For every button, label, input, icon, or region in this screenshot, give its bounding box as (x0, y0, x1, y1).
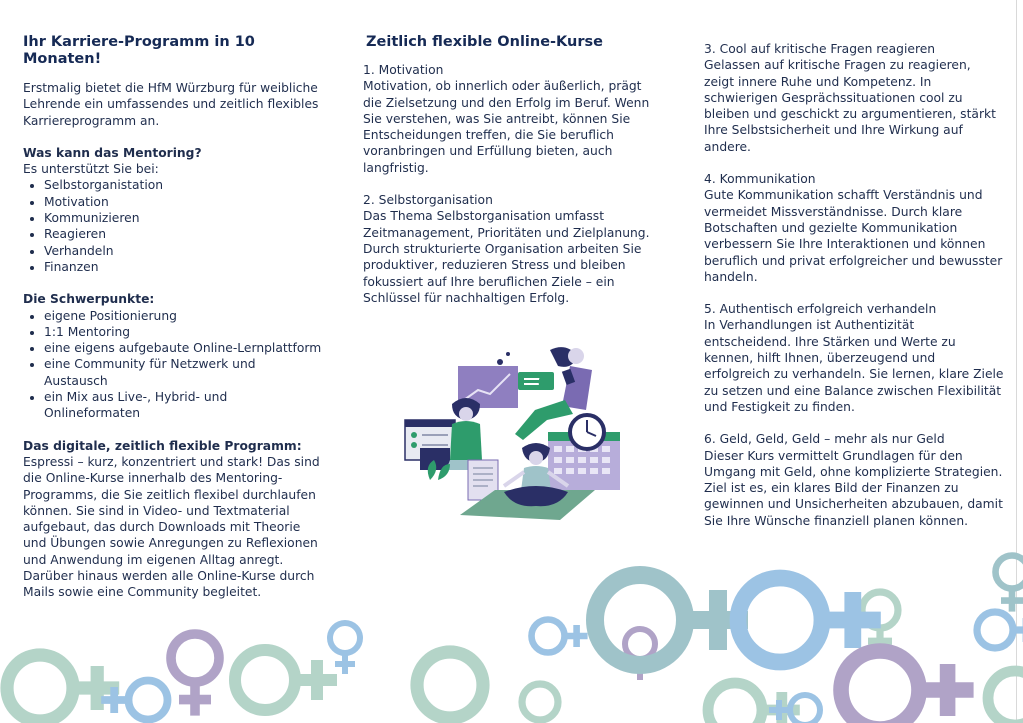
venus-symbol-icon (996, 556, 1023, 612)
venus-symbol-icon (417, 652, 483, 723)
list-item: • Selbstorganistation (44, 177, 323, 193)
list-item: • Finanzen (44, 259, 323, 275)
venus-symbol-icon (522, 684, 558, 723)
list-item: • ein Mix aus Live-, Hybrid- und Onlineformaten (44, 389, 323, 422)
list-item: • Kommunizieren (44, 210, 323, 226)
venus-symbol-icon (235, 650, 337, 710)
digital-heading: Das digitale, zeitlich flexible Programm: (23, 438, 302, 453)
focus-heading: Die Schwerpunkte: (23, 292, 155, 307)
column-program (23, 34, 323, 601)
focus-section (23, 291, 323, 421)
course-heading: 3. Cool auf kritische Fragen reagieren (704, 42, 936, 56)
course-heading: 2. Selbstorganisation (363, 193, 493, 208)
course-text: Dieser Kurs vermittelt Grundlagen für den Umgang mit Geld, ohne komplizierte Strategien. Ziel ist es, ein klares Bild der Finanzen zu gewinnen und Unsicherheiten abzubauen, damit Sie Ihre Wünsche finanziell planen können. (704, 448, 1003, 528)
courses-title: Zeitlich flexible Online-Kurse (366, 34, 603, 50)
course-heading: 1. Motivation (363, 63, 444, 77)
list-item: • eigene Positionierung (44, 308, 323, 324)
venus-symbol-decoration (0, 520, 1023, 723)
venus-symbol-icon (7, 655, 119, 721)
course-text: Gute Kommunikation schafft Verständnis und vermeidet Missverständnisse. Durch klare Botschaften und gezielte Kommunikation verbessern Sie Ihre Interaktionen und können beruflich und privat erfolgreicher und bewusster handeln. (704, 188, 1003, 284)
women-working-online-illustration (400, 340, 630, 530)
focus-list (23, 308, 323, 422)
venus-symbol-icon (171, 634, 219, 716)
list-item: • Reagieren (44, 226, 323, 242)
course-text: Das Thema Selbstorganisation umfasst Zeitmanagement, Prioritäten und Zielplanung. Durch strukturierte Organisation arbeiten Sie produktiver, reduzieren Stress und bleiben fokussiert auf Ihre beruflichen Ziele – ein Schlüssel für nachhaltigen Erfolg. (363, 209, 650, 305)
column-courses (363, 34, 663, 322)
course-6 (704, 431, 1004, 529)
course-3 (704, 41, 1004, 155)
venus-symbol-icon (595, 575, 748, 665)
course-text: Gelassen auf kritische Fragen zu reagieren, zeigt innere Ruhe und Kompetenz. In schwierigen Gesprächssituationen cool zu bleiben und geschickt zu argumentieren, stärkt Ihre Selbstsicherheit und Ihre Wirkung auf andere. (704, 58, 996, 154)
course-heading: 6. Geld, Geld, Geld – mehr als nur Geld (704, 432, 945, 447)
venus-symbol-icon (708, 683, 800, 723)
mentoring-heading: Was kann das Mentoring? (23, 145, 202, 160)
digital-text: Espressi – kurz, konzentriert und stark! Das sind die Online-Kurse innerhalb des Mentoring-Programms, die Sie zeitlich flexibel durchlaufen können. Sie sind in Video- und Textmaterial aufgebaut, das durch Downloads mit Theorie und Übungen sowie Anregungen zu Reflexionen und Anwendung im eigenen Alltag anregt. Darüber hinaus werden alle Online-Kurse durch Mails sowie eine Community begleitet. (23, 454, 320, 600)
list-item: • eine Community für Netzwerk und Austausch (44, 356, 323, 389)
course-1 (363, 62, 663, 176)
list-item: • Motivation (44, 194, 323, 210)
course-2 (363, 192, 663, 306)
course-text: In Verhandlungen ist Authentizität entscheidend. Ihre Stärken und Werte zu kennen, hilft Ihnen, überzeugend und erfolgreich zu verhandeln. Sie lernen, klare Ziele zu setzen und eine Balance zwischen Flexibilität und Festigkeit zu finden. (704, 318, 1004, 414)
course-heading: 5. Authentisch erfolgreich verhandeln (704, 302, 937, 317)
mentoring-list (23, 177, 323, 275)
venus-symbol-icon (988, 671, 1023, 723)
column-courses-continued (704, 41, 1004, 545)
course-text: Motivation, ob innerlich oder äußerlich, prägt die Zielsetzung und den Erfolg im Beruf. Wenn Sie verstehen, was Sie antreibt, können Sie Entscheidungen treffen, die Sie beruflich voranbringen und Erfüllung bieten, auch langfristig. (363, 79, 650, 175)
list-item: • Verhandeln (44, 243, 323, 259)
mentoring-lead: Es unterstützt Sie bei: (23, 162, 159, 177)
venus-symbol-icon (532, 620, 588, 653)
program-intro: Erstmalig bietet die HfM Würzburg für weibliche Lehrende ein umfassendes und zeitlich flexibles Karriereprogramm an. (23, 81, 319, 128)
venus-symbol-icon (330, 623, 360, 674)
list-item: • eine eigens aufgebaute Online-Lernplattform (44, 340, 323, 356)
course-4 (704, 171, 1004, 285)
venus-symbol-icon (977, 612, 1023, 648)
mentoring-section (23, 145, 323, 275)
message-bubble-icon (518, 372, 554, 390)
venus-symbol-icon (841, 651, 974, 723)
list-item: • 1:1 Mentoring (44, 324, 323, 340)
program-title: Ihr Karriere-Programm in 10 Monaten! (23, 34, 255, 67)
course-heading: 4. Kommunikation (704, 172, 816, 187)
course-5 (704, 301, 1004, 415)
